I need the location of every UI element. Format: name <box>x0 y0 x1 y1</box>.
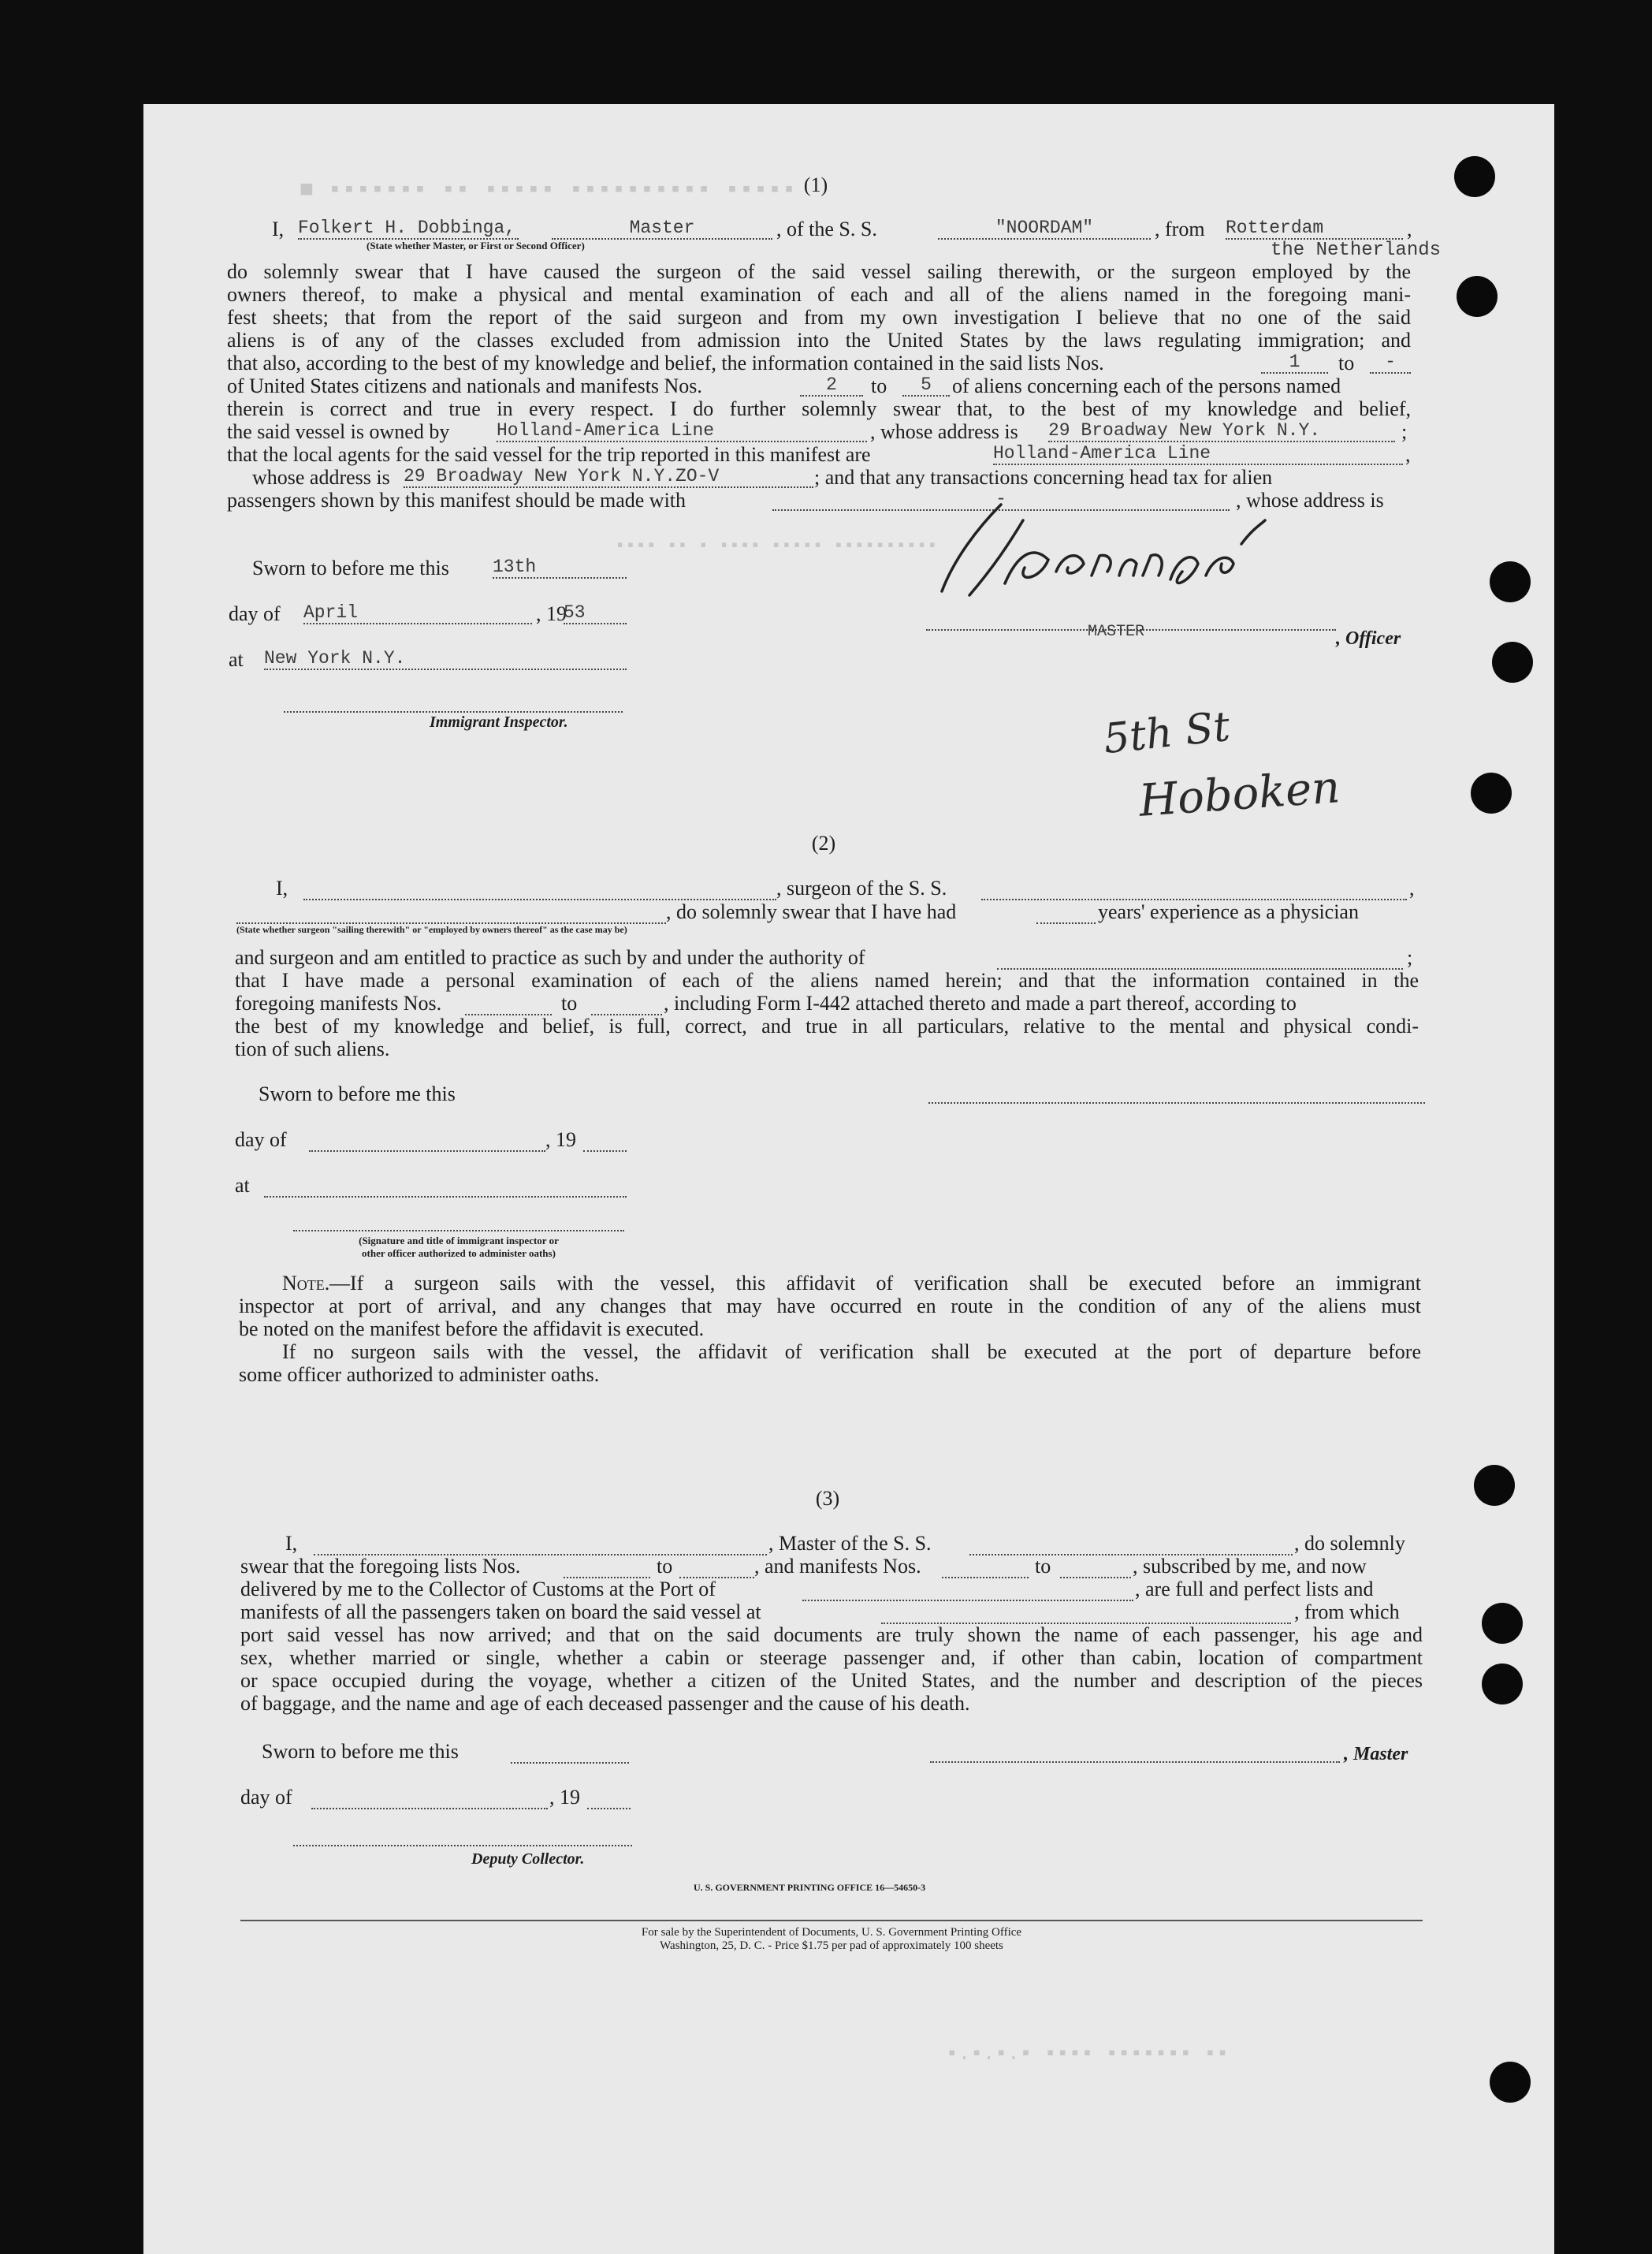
s2-manifests-from-field[interactable] <box>465 992 552 1015</box>
gpo-imprint: U. S. GOVERNMENT PRINTING OFFICE 16—54650-3 <box>694 1882 926 1893</box>
s1-para-line-1: do solemnly swear that I have caused the surgeon of the said vessel sailing therewith, or the surgeon employed by the <box>227 260 1411 283</box>
s2-day-of-label: day of <box>235 1128 287 1151</box>
lists-to-label: to <box>1338 352 1355 374</box>
s3-master-name-field[interactable] <box>314 1532 767 1555</box>
punch-hole <box>1471 773 1512 814</box>
s1-intro-i: I, <box>272 218 285 240</box>
s1-para-line-2: owners thereof, to make a physical and mental examination of each and all of the aliens named in the foregoing mani- <box>227 283 1411 306</box>
head-tax-address-label: , whose address is <box>1236 489 1384 512</box>
s1-para-line-10b: ; and that any transactions concerning head tax for alien <box>814 466 1273 489</box>
bleed-through-heading: ■ ▪▪▪▪▪▪▪ ▪▪ ▪▪▪▪▪ ▪▪▪▪▪▪▪▪▪▪ ▪▪▪▪▪ <box>300 177 797 204</box>
note-line-4: If no surgeon sails with the vessel, the affidavit of verification shall be executed at the port of departure before <box>282 1340 1421 1363</box>
sworn-place-field: New York N.Y. <box>264 648 627 670</box>
owner-semicolon: ; <box>1401 420 1408 443</box>
master-stamp: MASTER <box>1088 623 1145 641</box>
agents-address-label: whose address is <box>252 466 390 489</box>
authority-field[interactable] <box>997 946 1403 970</box>
s2-swear-label: , do solemnly swear that I have had <box>666 900 957 923</box>
lists-to-field: - <box>1370 352 1411 374</box>
from-comma: , <box>1407 218 1412 240</box>
s3-day-field[interactable] <box>311 1786 548 1809</box>
local-agents-field: Holland-America Line <box>993 443 1403 465</box>
surgeon-signature-line[interactable] <box>928 1102 1425 1104</box>
manifests-from-field: 2 <box>800 374 863 397</box>
punch-hole <box>1457 276 1498 317</box>
s1-year-prefix: , 19 <box>536 602 567 625</box>
s2-para-line-4: the best of my knowledge and belief, is full, correct, and true in all particulars, relative to the mental and physical condi- <box>235 1015 1419 1038</box>
s2-year-field[interactable] <box>583 1128 627 1152</box>
owner-address-field: 29 Broadway New York N.Y. <box>1048 420 1395 442</box>
years-experience-label: years' experience as a physician <box>1098 900 1359 923</box>
punch-hole <box>1490 561 1531 602</box>
s2-intro-i: I, <box>276 877 288 900</box>
inspector-signature-line <box>284 711 623 713</box>
from-label: , from <box>1155 218 1205 240</box>
s3-from-which-label: , from which <box>1294 1600 1400 1623</box>
owner-field: Holland-America Line <box>497 420 867 442</box>
authority-semicolon: ; <box>1407 946 1413 969</box>
rank-instruction-note: (State whether Master, or First or Second Officer) <box>366 240 585 251</box>
years-experience-field[interactable] <box>1036 900 1096 924</box>
surgeon-of-ss-label: , surgeon of the S. S. <box>776 877 947 900</box>
s3-sworn-label: Sworn to before me this <box>262 1740 459 1763</box>
agents-comma: , <box>1405 443 1411 466</box>
s3-do-solemnly-label: , do solemnly <box>1294 1532 1405 1555</box>
s3-master-of-ss-label: , Master of the S. S. <box>768 1532 932 1555</box>
s1-para-line-5: that also, according to the best of my knowledge and belief, the information contained in the said lists Nos. <box>227 352 1104 374</box>
s3-manifests-to-field[interactable] <box>1060 1555 1131 1578</box>
sale-notice-line-2: Washington, 25, D. C. - Price $1.75 per pad of approximately 100 sheets <box>660 1939 1003 1952</box>
master-rank-field: Master <box>552 218 772 240</box>
immigrant-inspector-label: Immigrant Inspector. <box>430 713 568 731</box>
s3-full-perfect-label: , are full and perfect lists and <box>1135 1578 1374 1600</box>
s3-day-of-label: day of <box>240 1786 292 1809</box>
handwritten-address-city: Hoboken <box>1137 762 1342 827</box>
s2-year-label: , 19 <box>545 1128 576 1151</box>
owned-by-label: the said vessel is owned by <box>227 420 450 443</box>
surgeon-ship-field[interactable] <box>981 877 1407 900</box>
s2-day-field[interactable] <box>309 1128 545 1152</box>
s2-authority-label: and surgeon and am entitled to practice as such by and under the authority of <box>235 946 865 969</box>
s3-lists-label: swear that the foregoing lists Nos. <box>240 1555 521 1578</box>
s3-para-line-7: of baggage, and the name and age of each deceased passenger and the cause of his death. <box>240 1692 970 1715</box>
s3-manifests-from-field[interactable] <box>942 1555 1029 1578</box>
punch-hole <box>1492 642 1533 683</box>
master-signature <box>930 497 1269 607</box>
note-line-3: be noted on the manifest before the affidavit is executed. <box>239 1317 705 1340</box>
note-line-1: —If a surgeon sails with the vessel, this affidavit of verification shall be executed before an immigrant <box>329 1272 1421 1295</box>
s2-place-field[interactable] <box>264 1174 627 1198</box>
s1-para-line-6b: of aliens concerning each of the persons named <box>952 374 1341 397</box>
of-the-ss-label: , of the S. S. <box>776 218 877 240</box>
s1-at-label: at <box>229 648 244 671</box>
s3-subscribed-label: , subscribed by me, and now <box>1133 1555 1367 1578</box>
surgeon-ship-comma: , <box>1409 877 1415 900</box>
s3-master-signature-line[interactable] <box>930 1761 1340 1763</box>
s3-para-line-4: port said vessel has now arrived; and that on the said documents are truly shown the name of each passenger, his age and <box>240 1623 1423 1646</box>
s2-at-label: at <box>235 1174 250 1197</box>
note-line-2: inspector at port of arrival, and any changes that may have occurred en route in the condition of any of the aliens must <box>239 1295 1421 1317</box>
s2-signature-note-2: other officer authorized to administer oaths) <box>362 1247 556 1259</box>
s2-signature-note-1: (Signature and title of immigrant inspector or <box>359 1235 559 1246</box>
sworn-day-field: 13th <box>493 557 627 579</box>
master-name-field: Folkert H. Dobbinga, <box>298 218 519 240</box>
s3-lists-from-field[interactable] <box>564 1555 650 1578</box>
s3-ship-field[interactable] <box>969 1532 1293 1555</box>
officer-label: , Officer <box>1336 628 1401 649</box>
bleed-through-block: ▪▪▪▪ ▪▪ ▪ ▪▪▪▪ ▪▪▪▪▪ ▪▪▪▪▪▪▪▪▪▪ <box>615 536 938 556</box>
sworn-month-field: April <box>303 602 532 624</box>
s2-form-label: , including Form I-442 attached thereto and made a part thereof, according to <box>664 992 1297 1015</box>
s3-year-label: , 19 <box>549 1786 580 1809</box>
s2-manifests-to-field[interactable] <box>591 992 662 1015</box>
manifests-to-label: to <box>871 374 887 397</box>
deputy-collector-label: Deputy Collector. <box>471 1850 585 1868</box>
s2-sworn-label: Sworn to before me this <box>259 1082 456 1105</box>
s3-lists-to-label: to <box>657 1555 673 1578</box>
s3-master-label: , Master <box>1344 1744 1408 1764</box>
punch-hole <box>1482 1603 1523 1644</box>
owner-address-label: , whose address is <box>870 420 1018 443</box>
local-agents-label: that the local agents for the said vessel for the trip reported in this manifest are <box>227 443 871 466</box>
manifests-to-field: 5 <box>902 374 950 397</box>
s3-port-label: delivered by me to the Collector of Customs at the Port of <box>240 1578 716 1600</box>
s3-manifests-label: , and manifests Nos. <box>754 1555 921 1578</box>
punch-hole <box>1482 1663 1523 1704</box>
note-heading: Note. <box>282 1272 330 1295</box>
sworn-year-field: 53 <box>564 602 627 624</box>
head-tax-field: - <box>772 489 1230 511</box>
s2-manifests-to-label: to <box>561 992 578 1015</box>
s1-para-line-6a: of United States citizens and nationals and manifests Nos. <box>227 374 702 397</box>
s1-para-line-7: therein is correct and true in every respect. I do further solemnly swear that, to the best of my knowledge and belief, <box>227 397 1411 420</box>
note-line-5: some officer authorized to administer oaths. <box>239 1363 600 1386</box>
s2-manifests-label: foregoing manifests Nos. <box>235 992 442 1015</box>
s3-boarding-port-field[interactable] <box>881 1600 1291 1624</box>
section-1-number: (1) <box>803 173 828 196</box>
s1-para-line-3: fest sheets; that from the report of the said surgeon and from my own investigation I believe that no one of the said <box>227 306 1411 329</box>
bleed-through-footer: ▪.▪.▪.▪ ▪▪▪▪ ▪▪▪▪▪▪▪ ▪▪ <box>946 2042 1229 2066</box>
sale-notice-line-1: For sale by the Superintendent of Documents, U. S. Government Printing Office <box>641 1926 1022 1939</box>
departure-country-field: the Netherlands <box>1271 240 1442 261</box>
s3-para-line-5: sex, whether married or single, whether a cabin or steerage passenger and, if other than cabin, location of compartment <box>240 1646 1423 1669</box>
s1-para-line-4: aliens is of any of the classes excluded from admission into the United States by the laws regulating immigration; and <box>227 329 1411 352</box>
s1-sworn-label: Sworn to before me this <box>252 557 449 579</box>
lists-from-field: 1 <box>1261 352 1328 374</box>
s3-year-field[interactable] <box>587 1786 631 1809</box>
punch-hole <box>1474 1465 1515 1506</box>
footer-rule <box>240 1920 1423 1921</box>
punch-hole <box>1490 2062 1531 2103</box>
s3-manifests-to-label: to <box>1035 1555 1051 1578</box>
ship-name-field: "NOORDAM" <box>938 218 1151 240</box>
head-tax-label: passengers shown by this manifest should be made with <box>227 489 686 512</box>
s2-inspector-signature-line[interactable] <box>293 1230 624 1231</box>
punch-hole <box>1454 156 1495 197</box>
s1-day-of-label: day of <box>229 602 281 625</box>
section-3-number: (3) <box>815 1487 840 1510</box>
surgeon-name-field[interactable] <box>303 877 776 900</box>
s2-para-line-5: tion of such aliens. <box>235 1038 390 1060</box>
s3-sworn-field[interactable] <box>511 1740 629 1764</box>
departure-port-field: Rotterdam <box>1226 218 1403 240</box>
s3-para-line-6: or space occupied during the voyage, whether a citizen of the United States, and the number and description of the pieces <box>240 1669 1423 1692</box>
deputy-collector-signature-line[interactable] <box>293 1845 632 1846</box>
s3-intro-i: I, <box>285 1532 298 1555</box>
s3-lists-to-field[interactable] <box>679 1555 754 1578</box>
agents-address-field: 29 Broadway New York N.Y.ZO-V <box>404 466 813 488</box>
section-2-number: (2) <box>811 832 836 855</box>
s3-boarded-label: manifests of all the passengers taken on board the said vessel at <box>240 1600 761 1623</box>
handwritten-address-street: 5th St <box>1101 702 1233 764</box>
s3-port-field[interactable] <box>802 1578 1133 1601</box>
surgeon-status-instruction: (State whether surgeon "sailing therewith" or "employed by owners thereof" as the case may be) <box>236 924 627 935</box>
surgeon-status-field[interactable] <box>236 900 666 924</box>
s2-para-line-2: that I have made a personal examination of each of the aliens named herein; and that the information contained in the <box>235 969 1419 992</box>
